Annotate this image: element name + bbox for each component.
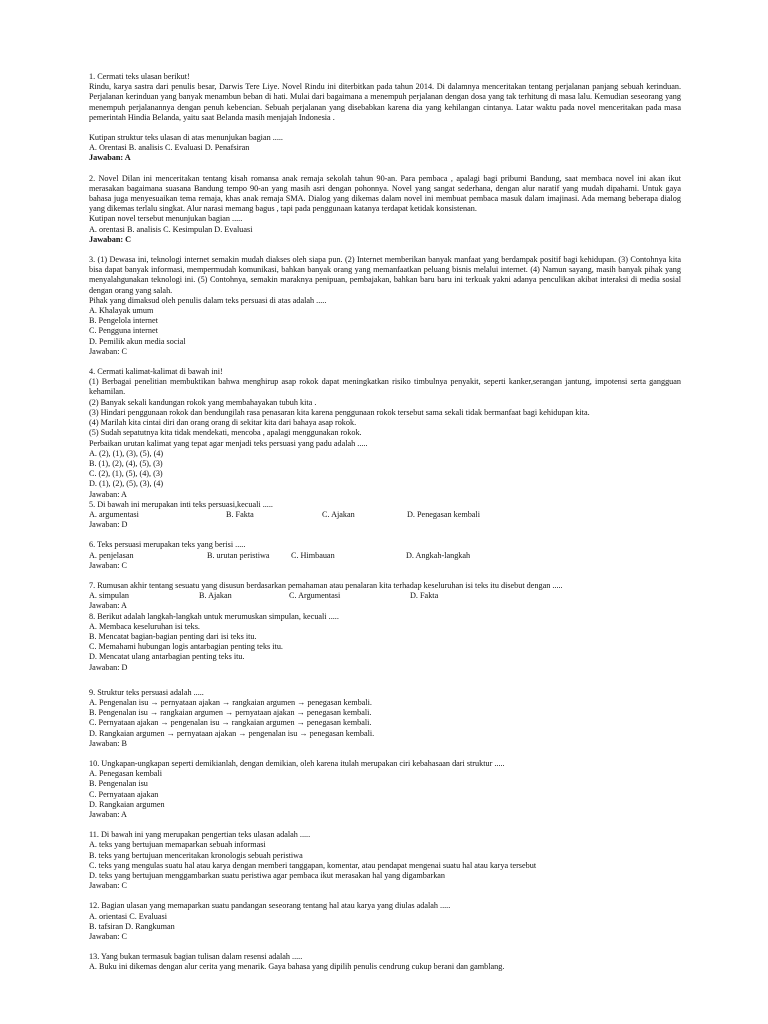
q8-option-c: C. Memahami hubungan logis antarbagian penting teks itu. — [89, 642, 283, 652]
q4-option-c: C. (2), (1), (5), (4), (3) — [89, 469, 163, 479]
q9-option-d: D. Rangkaian argumen → pernyataan ajakan → pengenalan isu → penegasan kembali. — [89, 728, 375, 738]
q3-option-d: D. Pemilik akun media social — [89, 336, 186, 346]
q10-question: 10. Ungkapan-ungkapan seperti demikianlah, dengan demikian, oleh karena itulah merupakan ciri kebahasaan dari struktur ..... — [89, 758, 505, 768]
q10-option-c: C. Pernyataan ajakan — [89, 789, 159, 799]
q4-question: Perbaikan urutan kalimat yang tepat agar menjadi teks persuasi yang padu adalah ..... — [89, 438, 368, 448]
q9-option-a: A. Pengenalan isu → pernyataan ajakan → rangkaian argumen → penegasan kembali. — [89, 697, 372, 707]
q11-question: 11. Di bawah ini yang merupakan pengertian teks ulasan adalah ..... — [89, 830, 311, 840]
q2-options: A. orentasi B. analisis C. Kesimpulan D. Evaluasi — [89, 224, 253, 234]
q1-question: Kutipan struktur teks ulasan di atas menunjukan bagian ..... — [89, 133, 283, 143]
q3-question: Pihak yang dimaksud oleh penulis dalam teks persuasi di atas adalah ..... — [89, 295, 327, 305]
q4-statement-2: (2) Banyak sekali kandungan rokok yang membahayakan tubuh kita . — [89, 397, 317, 407]
q3-option-a: A. Khalayak umum — [89, 306, 154, 316]
q6-options — [89, 551, 681, 561]
q12-question: 12. Bagian ulasan yang memaparkan suatu pandangan seseorang tentang hal atau karya yang diulas adalah ..... — [89, 901, 451, 911]
q13-question: 13. Yang bukan termasuk bagian tulisan dalam resensi adalah ..... — [89, 952, 303, 962]
q5-option-b: B. Fakta — [226, 509, 254, 519]
q10-option-b: B. Pengenalan isu — [89, 779, 148, 789]
q7-options — [89, 591, 681, 601]
q7-answer: Jawaban: A — [89, 601, 127, 611]
q10-option-d: D. Rangkaian argumen — [89, 799, 165, 809]
q8-option-d: D. Mencatat ulang antarbagian penting teks itu. — [89, 652, 245, 662]
q8-option-b: B. Mencatat bagian-bagian penting dari isi teks itu. — [89, 631, 257, 641]
q9-question: 9. Struktur teks persuasi adalah ..... — [89, 687, 204, 697]
q2-answer: Jawaban: C — [89, 234, 132, 244]
q5-option-d: D. Penegasan kembali — [407, 509, 480, 519]
q7-option-b: B. Ajakan — [199, 591, 232, 601]
q4-option-b: B. (1), (2), (4), (5), (3) — [89, 458, 163, 468]
q3-passage: 3. (1) Dewasa ini, teknologi internet semakin mudah diakses oleh siapa pun. (2) Internet memberikan banyak manfaat yang berdampak positif bagi kehidupan. (3) Contohnya kita bisa dapat banyak informasi, mempermudah komunikasi, bahkan banyak orang yang memanfaatkan peluang bisnis melalui internet. (4) Namun sayang, masih banyak pihak yang menyalahgunakan teknologi ini. (5) Contohnya, semakin maraknya penipuan, pembajakan, bahkan baru baru ini terkuak yakni adanya penculikan akibat interaksi di media sosial dengan orang yang salah. — [89, 255, 681, 295]
q1-passage: Rindu, karya sastra dari penulis besar, Darwis Tere Liye. Novel Rindu ini diterbitkan pada tahun 2014. Di dalamnya menceritakan tentang perjalanan panjang sebuah kerinduan. Perjalanan kerinduan yang banyak menambun beban di hati. Mulai dari bagaimana a menempuh perjalanan dengan dosa yang tak terhitung di masa lalu. Kemudian seseorang yang menempuh perjalanannya dengan penuh kebencian. Sebuah perjalanan yang disebabkan karena dia yang kehilangan cintanya. Latar waktu pada novel menceritakan pada masa pemerintah Hindia Belanda, yaitu saat Belanda masih menjajah Indonesia . — [89, 82, 681, 122]
q6-answer: Jawaban: C — [89, 560, 127, 570]
q5-option-c: C. Ajakan — [322, 509, 355, 519]
q4-option-a: A. (2), (1), (3), (5), (4) — [89, 448, 164, 458]
q6-question: 6. Teks persuasi merupakan teks yang berisi ..... — [89, 540, 246, 550]
q11-option-d: D. teks yang bertujuan menggambarkan suatu peristiwa agar pembaca ikut merasakan hal yang digambarkan — [89, 871, 446, 881]
q11-answer: Jawaban: C — [89, 881, 127, 891]
q9-option-c: C. Pernyataan ajakan → pengenalan isu → rangkaian argumen → penegasan kembali. — [89, 718, 372, 728]
q6-option-a: A. penjelasan — [89, 550, 134, 560]
q2-passage: 2. Novel Dilan ini menceritakan tentang kisah romansa anak remaja sekolah tahun 90-an. Para pembaca , apalagi bagi pribumi Bandung, saat membaca novel ini akan ikut merasakan bagaimana suasana Bandung tempo 90-an yang masih asri dengan pohonnya. Novel yang sangat sederhana, dengan alur naratif yang mudah dipahami. Untuk gaya bahasa juga menyesuaikan tema remaja, khas anak remaja SMA. Dialog yang dikemas dalam novel ini membuat pembaca masuk dalam imajinasi. Ada memang beberapa dialog yang dikemas terlalu singkat. Alur narasi memang bagus , tapi pada penggunaan katanya terdapat ketidak konsistenan. — [89, 173, 681, 214]
q10-option-a: A. Penegasan kembali — [89, 769, 162, 779]
q7-option-d: D. Fakta — [410, 591, 439, 601]
q8-option-a: A. Membaca keseluruhan isi teks. — [89, 621, 200, 631]
q4-answer: Jawaban: A — [89, 489, 127, 499]
document-page — [89, 72, 681, 973]
q12-answer: Jawaban: C — [89, 932, 127, 942]
q5-option-a: A. argumentasi — [89, 509, 139, 519]
q6-option-d: D. Angkah-langkah — [406, 550, 471, 560]
q12-options-row-2: B. tafsiran D. Rangkuman — [89, 921, 175, 931]
q5-options — [89, 510, 681, 520]
q4-heading: 4. Cermati kalimat-kalimat di bawah ini! — [89, 367, 223, 377]
q4-statement-5: (5) Sudah sepatutnya kita tidak mendekati, mencoba , apalagi menggunakan rokok. — [89, 428, 362, 438]
q1-heading: 1. Cermati teks ulasan berikut! — [89, 72, 190, 81]
q8-question: 8. Berikut adalah langkah-langkah untuk merumuskan simpulan, kecuali ..... — [89, 611, 339, 621]
q11-option-a: A. teks yang bertujuan memaparkan sebuah informasi — [89, 840, 266, 850]
q3-option-b: B. Pengelola internet — [89, 316, 158, 326]
q5-question: 5. Di bawah ini merupakan inti teks persuasi,kecuali ..... — [89, 499, 273, 509]
q4-statement-4: (4) Marilah kita cintai diri dan orang orang di sekitar kita dari bahaya asap rokok. — [89, 418, 357, 428]
q7-option-a: A. simpulan — [89, 591, 130, 601]
q6-option-b: B. urutan peristiwa — [207, 550, 270, 560]
q7-option-c: C. Argumentasi — [289, 591, 341, 601]
q11-option-c: C. teks yang mengulas suatu hal atau karya dengan memberi tanggapan, komentar, atau pendapat mengenai suatu hal atau karya tersebut — [89, 860, 537, 870]
q13-option-a: A. Buku ini dikemas dengan alur cerita yang menarik. Gaya bahasa yang dipilih penulis cendrung cukup berani dan gamblang. — [89, 962, 505, 972]
q11-option-b: B. teks yang bertujuan menceritakan kronologis sebuah peristiwa — [89, 850, 303, 860]
q1-answer: Jawaban: A — [89, 153, 131, 163]
q5-answer: Jawaban: D — [89, 520, 128, 530]
q1-options: A. Orentasi B. analisis C. Evaluasi D. Penafsiran — [89, 143, 250, 153]
q3-answer: Jawaban: C — [89, 346, 127, 356]
q2-question: Kutipan novel tersebut menunjukan bagian ..... — [89, 214, 243, 224]
q4-option-d: D. (1), (2), (5), (3), (4) — [89, 479, 164, 489]
q9-option-b: B. Pengenalan isu → rangkaian argumen → pernyataan ajakan → penegasan kembali. — [89, 708, 372, 718]
q10-answer: Jawaban: A — [89, 810, 127, 819]
q3-option-c: C. Pengguna internet — [89, 326, 158, 336]
q6-option-c: C. Himbauan — [291, 550, 335, 560]
q8-answer: Jawaban: D — [89, 662, 128, 672]
q9-answer: Jawaban: B — [89, 738, 127, 748]
q4-statement-1: (1) Berbagai penelitian membuktikan bahwa menghirup asap rokok dapat meningkatkan risiko timbulnya penyakit, seperti kanker,serangan jantung, impotensi serta gangguan kehamilan. — [89, 377, 681, 397]
q12-options-row-1: A. orientasi C. Evaluasi — [89, 911, 167, 921]
q4-statement-3: (3) Hindari penggunaan rokok dan bendungilah rasa penasaran kita karena penggunaan rokok tersebut sama sekali tidak bermanfaat bagi kehidupan kita. — [89, 407, 590, 417]
q7-question: 7. Rumusan akhir tentang sesuatu yang disusun berdasarkan pemahaman atau penalaran kita terhadap keseluruhan isi teks itu disebut dengan ..... — [89, 580, 563, 590]
